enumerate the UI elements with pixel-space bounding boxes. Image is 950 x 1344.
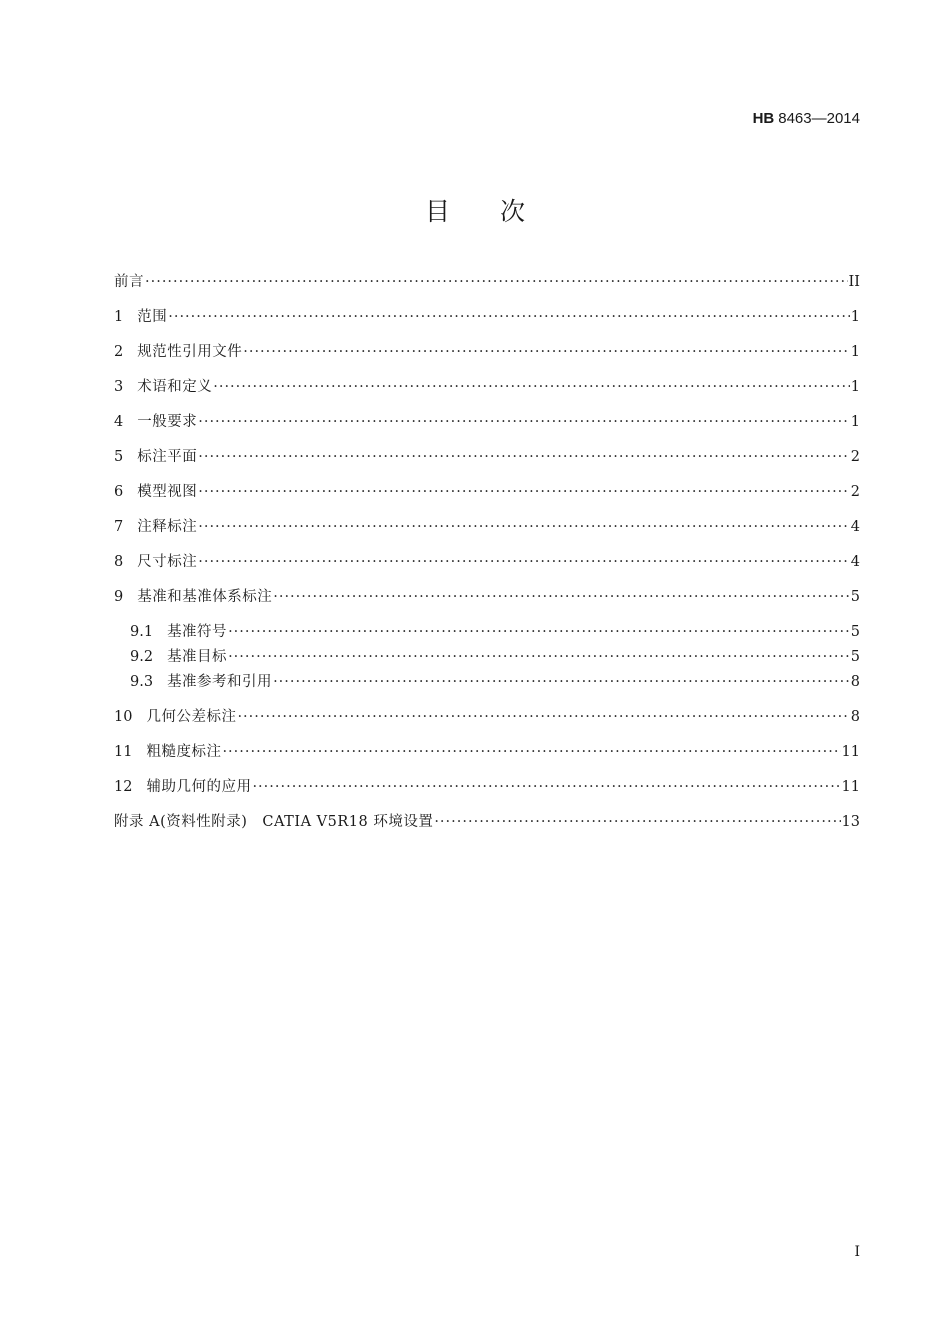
toc-entry-page: 4	[850, 554, 860, 570]
toc-entry-page: 1	[850, 414, 860, 430]
toc-entry-11[interactable]	[114, 740, 860, 775]
toc-leader-dots	[237, 705, 849, 730]
toc-entry-1[interactable]	[114, 305, 860, 340]
toc-entry-number: 9	[114, 589, 124, 605]
toc-entry-4[interactable]	[114, 410, 860, 445]
toc-leader-dots	[228, 620, 850, 645]
toc-entry-label: 基准符号	[167, 624, 228, 640]
toc-entry-9-2[interactable]	[114, 645, 860, 670]
toc-leader-dots	[213, 375, 850, 400]
toc-entry-number: 8	[114, 554, 124, 570]
toc-leader-dots	[198, 550, 850, 575]
toc-entry-label: 尺寸标注	[137, 554, 198, 570]
toc-entry-label: 模型视图	[137, 484, 198, 500]
toc-entry-label: 几何公差标注	[146, 709, 237, 725]
toc-entry-page: 4	[850, 519, 860, 535]
toc-entry-page: 1	[850, 344, 860, 360]
toc-entry-8[interactable]	[114, 550, 860, 585]
toc-entry-label: 注释标注	[137, 519, 198, 535]
toc-leader-dots	[228, 645, 850, 670]
toc-leader-dots	[273, 670, 850, 695]
toc-entry-page: 5	[850, 624, 860, 640]
toc-entry-label: 一般要求	[137, 414, 198, 430]
toc-entry-label: 粗糙度标注	[146, 744, 222, 760]
toc-entry-label: 范围	[137, 309, 168, 325]
toc-leader-dots	[198, 445, 850, 470]
toc-leader-dots	[198, 480, 850, 505]
toc-entry-9-1[interactable]	[114, 620, 860, 645]
toc-leader-dots	[145, 270, 848, 295]
document-code	[753, 110, 860, 127]
toc-entry-number: 11	[114, 744, 133, 760]
toc-entry-number: 12	[114, 779, 133, 795]
toc-entry-7[interactable]	[114, 515, 860, 550]
toc-entry-9[interactable]	[114, 585, 860, 620]
toc-entry-6[interactable]	[114, 480, 860, 515]
toc-entry-page: II	[848, 274, 860, 290]
toc-entry-3[interactable]	[114, 375, 860, 410]
toc-entry-foreword[interactable]	[114, 270, 860, 305]
toc-entry-number: 10	[114, 709, 133, 725]
toc-entry-label: 规范性引用文件	[137, 344, 243, 360]
toc-entry-label: 基准参考和引用	[167, 674, 273, 690]
toc-entry-number: 9.3	[130, 674, 154, 690]
toc-entry-page: 1	[850, 309, 860, 325]
toc-entry-label: 前言	[114, 274, 144, 290]
toc-entry-number: 3	[114, 379, 124, 395]
toc-entry-number: 5	[114, 449, 124, 465]
toc-entry-page: 5	[850, 589, 860, 605]
toc-entry-page: 8	[850, 709, 860, 725]
page-number: I	[854, 1244, 860, 1260]
toc-entry-2[interactable]	[114, 340, 860, 375]
toc-leader-dots	[198, 410, 850, 435]
toc-entry-page: 5	[850, 649, 860, 665]
toc-leader-dots	[222, 740, 840, 765]
toc-leader-dots	[434, 810, 840, 835]
toc-entry-label: 附录 A(资料性附录) CATIA V5R18 环境设置	[114, 814, 434, 830]
document-code-number: 8463—2014	[778, 110, 860, 127]
toc-entry-label: 术语和定义	[137, 379, 213, 395]
toc-entry-5[interactable]	[114, 445, 860, 480]
toc-entry-appendix-a[interactable]	[114, 810, 860, 845]
page-title: 目次	[424, 197, 575, 226]
toc-entry-label: 基准和基准体系标注	[137, 589, 273, 605]
toc-entry-label: 辅助几何的应用	[146, 779, 252, 795]
toc-entry-number: 7	[114, 519, 124, 535]
toc-leader-dots	[243, 340, 850, 365]
toc-entry-number: 2	[114, 344, 124, 360]
toc-entry-page: 13	[841, 814, 860, 830]
toc-leader-dots	[252, 775, 840, 800]
table-of-contents	[114, 270, 860, 845]
toc-entry-page: 1	[850, 379, 860, 395]
toc-entry-10[interactable]	[114, 705, 860, 740]
toc-entry-page: 2	[850, 484, 860, 500]
toc-entry-label: 标注平面	[137, 449, 198, 465]
toc-entry-9-3[interactable]	[114, 670, 860, 705]
document-code-prefix: HB	[752, 110, 775, 127]
toc-entry-12[interactable]	[114, 775, 860, 810]
toc-entry-number: 6	[114, 484, 124, 500]
toc-entry-page: 11	[841, 779, 860, 795]
toc-entry-number: 9.1	[130, 624, 154, 640]
toc-entry-page: 8	[850, 674, 860, 690]
toc-leader-dots	[168, 305, 850, 330]
toc-leader-dots	[273, 585, 850, 610]
toc-entry-number: 1	[114, 309, 124, 325]
toc-entry-page: 2	[850, 449, 860, 465]
toc-entry-page: 11	[841, 744, 860, 760]
toc-entry-label: 基准目标	[167, 649, 228, 665]
toc-entry-number: 9.2	[130, 649, 154, 665]
toc-leader-dots	[198, 515, 850, 540]
toc-entry-number: 4	[114, 414, 124, 430]
